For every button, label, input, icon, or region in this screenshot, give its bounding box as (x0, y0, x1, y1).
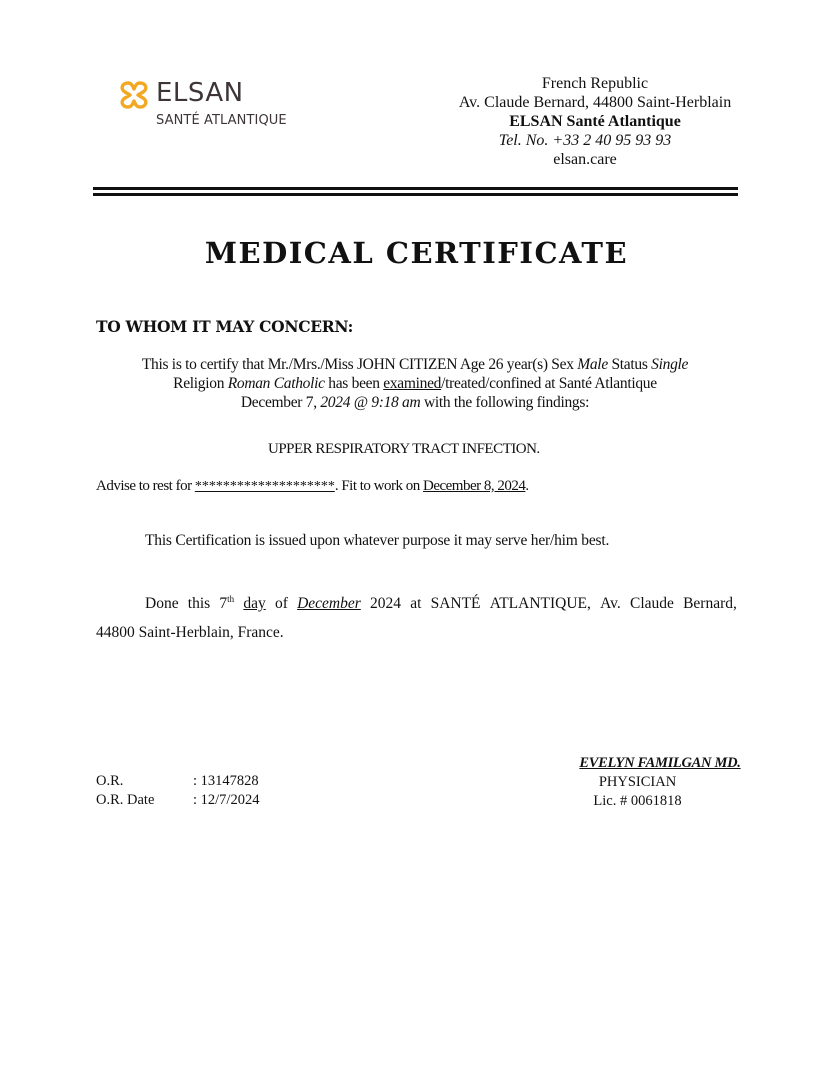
elsan-logo-icon (118, 80, 150, 110)
issuance-statement: This Certification is issued upon whatever purpose it may serve her/him best. (145, 532, 610, 549)
address-block (440, 74, 750, 169)
day-num: 7 (219, 595, 228, 612)
logo-name: ELSAN (156, 78, 244, 108)
religion-label: Religion (173, 375, 228, 392)
word: Bernard, (683, 595, 737, 612)
physician-role: PHYSICIAN (598, 774, 677, 790)
cert-line-2 (100, 374, 730, 393)
status-label: Status (607, 356, 652, 373)
or-date-row (96, 792, 259, 809)
treated-text: /treated/confined at Santé Atlantique (441, 375, 657, 392)
or-number-row (96, 773, 259, 790)
advice-prefix: Advise to rest for (96, 478, 195, 494)
physician-license: Lic. # 0061818 (593, 793, 682, 809)
exam-datetime: 2024 @ 9:18 am (320, 394, 421, 411)
patient-religion: Roman Catholic (227, 375, 325, 392)
day-number (219, 589, 234, 618)
patient-sex: Male (577, 356, 608, 373)
word: Claude (629, 595, 674, 612)
or-value: : 13147828 (193, 773, 259, 789)
street-address: Av. Claude Bernard, 44800 Saint-Herblain (458, 94, 732, 111)
word: Av. (600, 595, 621, 612)
website: elsan.care (553, 151, 617, 168)
word: SANTÉ (430, 595, 481, 612)
country: French Republic (541, 75, 649, 92)
done-paragraph (96, 589, 737, 647)
word: this (187, 595, 211, 612)
word: ATLANTIQUE, (489, 595, 591, 612)
header-divider-top (93, 187, 738, 190)
or-date-value: : 12/7/2024 (193, 792, 260, 808)
signatory-block (520, 754, 755, 811)
patient-age: 26 (488, 356, 504, 373)
advice-middle: . Fit to work on (334, 478, 423, 494)
certification-paragraph (100, 355, 730, 412)
day-word: day (243, 595, 266, 612)
rest-advice (96, 478, 529, 495)
fit-to-work-date: December 8, 2024 (423, 478, 526, 494)
or-label: O.R. (96, 773, 124, 789)
or-date-label: O.R. Date (96, 792, 155, 808)
month: December (297, 595, 361, 612)
age-unit: year(s) Sex (503, 356, 578, 373)
elsan-logo (118, 80, 318, 132)
age-label: Age (457, 356, 489, 373)
word: of (274, 595, 288, 612)
advice-suffix: . (525, 478, 529, 494)
exam-date: December 7, (240, 394, 321, 411)
header-divider-bottom (93, 193, 738, 196)
done-line-2: 44800 Saint-Herblain, France. (96, 624, 284, 641)
findings-intro: with the following findings: (420, 394, 590, 411)
logo-subtitle: SANTÉ ATLANTIQUE (156, 113, 287, 128)
institution-name: ELSAN Santé Atlantique (509, 113, 681, 130)
day-suffix: th (227, 594, 235, 604)
rest-period: ******************** (194, 479, 335, 494)
physician-name: EVELYN FAMILGAN MD. (579, 755, 741, 771)
phone-number: Tel. No. +33 2 40 95 93 93 (498, 132, 672, 149)
word: Done (145, 595, 179, 612)
patient-status: Single (651, 356, 689, 373)
cert-line-1 (100, 355, 730, 374)
patient-name: JOHN CITIZEN (356, 356, 458, 373)
year: 2024 (369, 595, 401, 612)
word: at (410, 595, 422, 612)
done-line-1 (96, 589, 737, 618)
document-title: MEDICAL CERTIFICATE (204, 236, 629, 270)
diagnosis-findings: UPPER RESPIRATORY TRACT INFECTION. (268, 441, 540, 457)
been-text: has been (324, 375, 384, 392)
cert-prefix: This is to certify that Mr./Mrs./Miss (141, 356, 357, 373)
cert-line-3 (100, 393, 730, 412)
examined-text: examined (383, 375, 442, 392)
salutation: TO WHOM IT MAY CONCERN: (96, 317, 354, 336)
